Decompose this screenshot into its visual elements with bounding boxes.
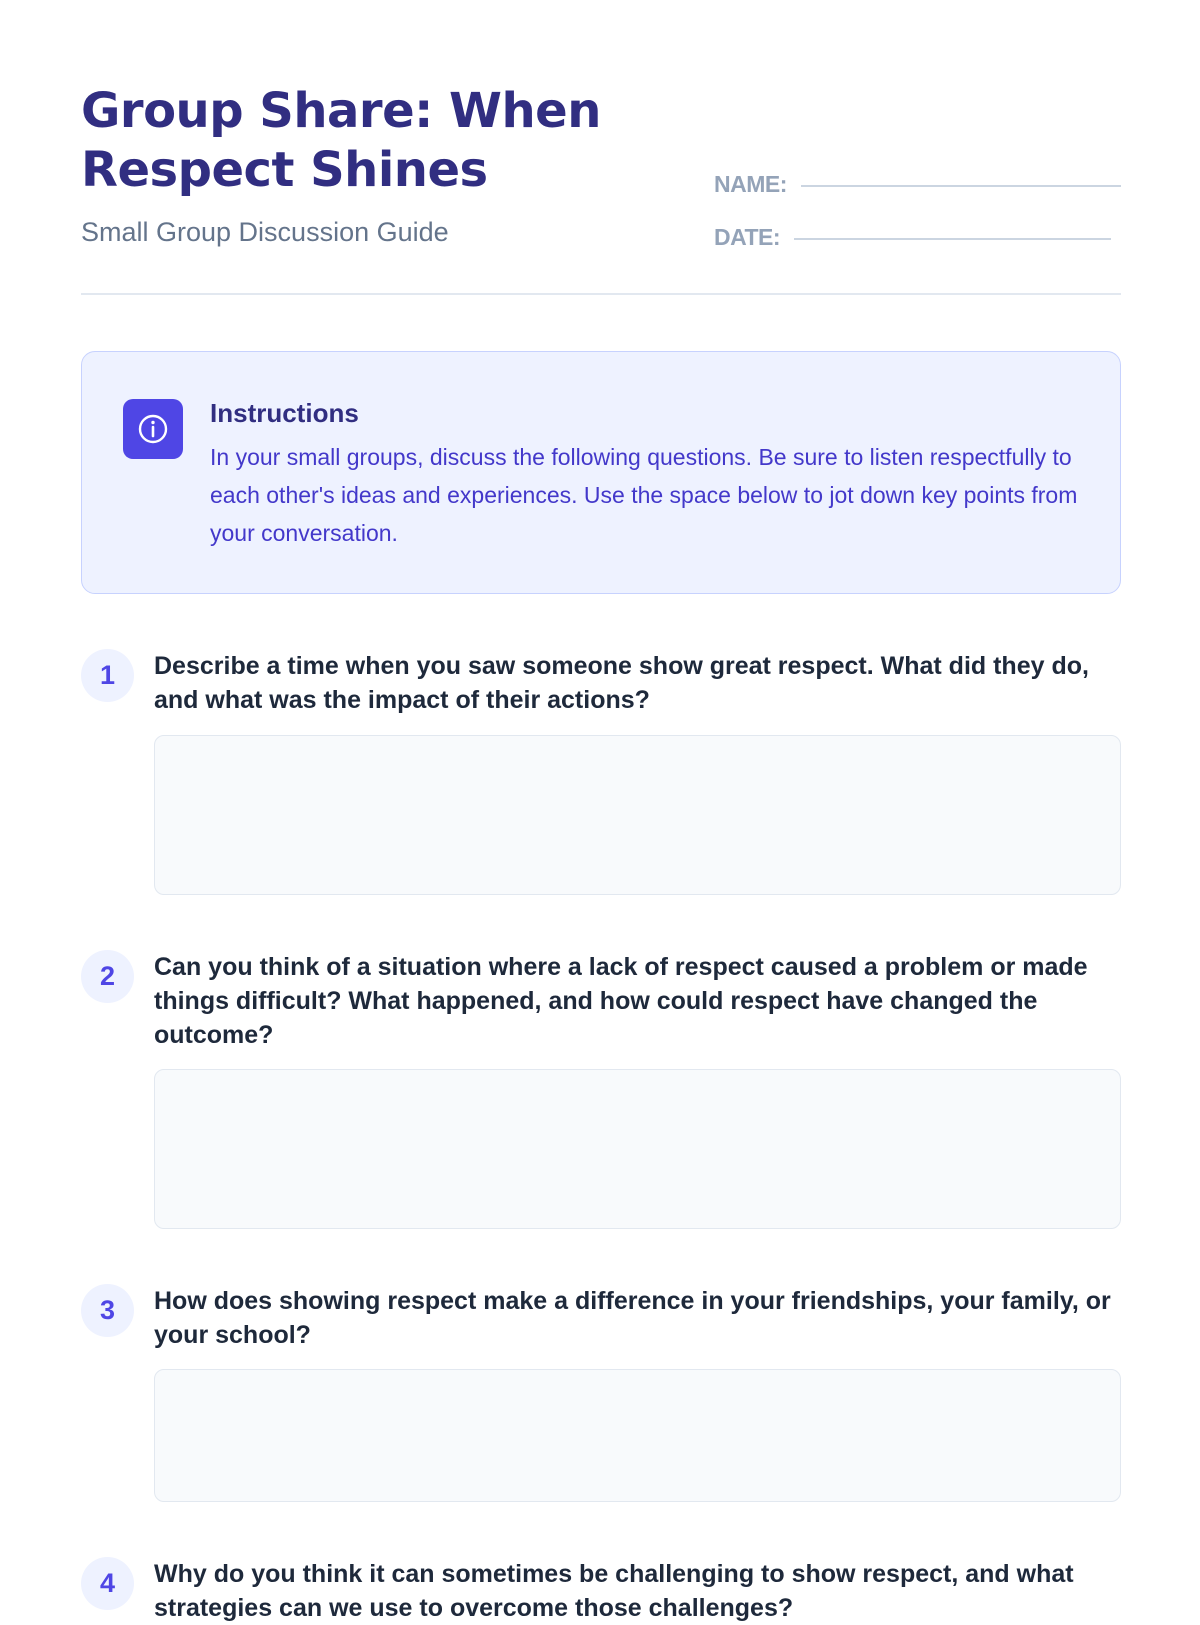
question-number: 1 [81, 649, 134, 702]
date-label: DATE: [714, 223, 781, 250]
question-text: Can you think of a situation where a lack of respect caused a problem or made things difficult? What happened, and how could respect have changed the outcome? [154, 953, 1088, 1049]
name-line[interactable] [801, 185, 1121, 187]
worksheet-page [81, 0, 1121, 1622]
page-title: Group Share: When Respect Shines [81, 83, 601, 198]
name-label: NAME: [714, 170, 787, 197]
instructions-panel [81, 351, 1121, 594]
page-header [81, 80, 1121, 295]
answer-box[interactable] [154, 1069, 1121, 1229]
info-icon [123, 399, 183, 459]
question-text: Why do you think it can sometimes be challenging to show respect, and what strategies can we use to overcome those challenges? [154, 1560, 1074, 1622]
name-field[interactable] [714, 169, 1121, 199]
instructions-title: Instructions [210, 398, 359, 428]
question-number: 4 [81, 1557, 134, 1610]
date-line[interactable] [794, 238, 1111, 240]
answer-box[interactable] [154, 735, 1121, 895]
question-text: How does showing respect make a difference in your friendships, your family, or your school? [154, 1287, 1111, 1349]
page-subtitle: Small Group Discussion Guide [81, 217, 449, 247]
instructions-text: In your small groups, discuss the following questions. Be sure to listen respectfully to each other's ideas and experiences. Use the space below to jot down key points from your conversation. [210, 444, 1078, 546]
question-number: 2 [81, 950, 134, 1003]
date-field[interactable] [714, 222, 1111, 252]
question-text: Describe a time when you saw someone show great respect. What did they do, and what was the impact of their actions? [154, 652, 1089, 714]
answer-box[interactable] [154, 1369, 1121, 1502]
question-number: 3 [81, 1284, 134, 1337]
